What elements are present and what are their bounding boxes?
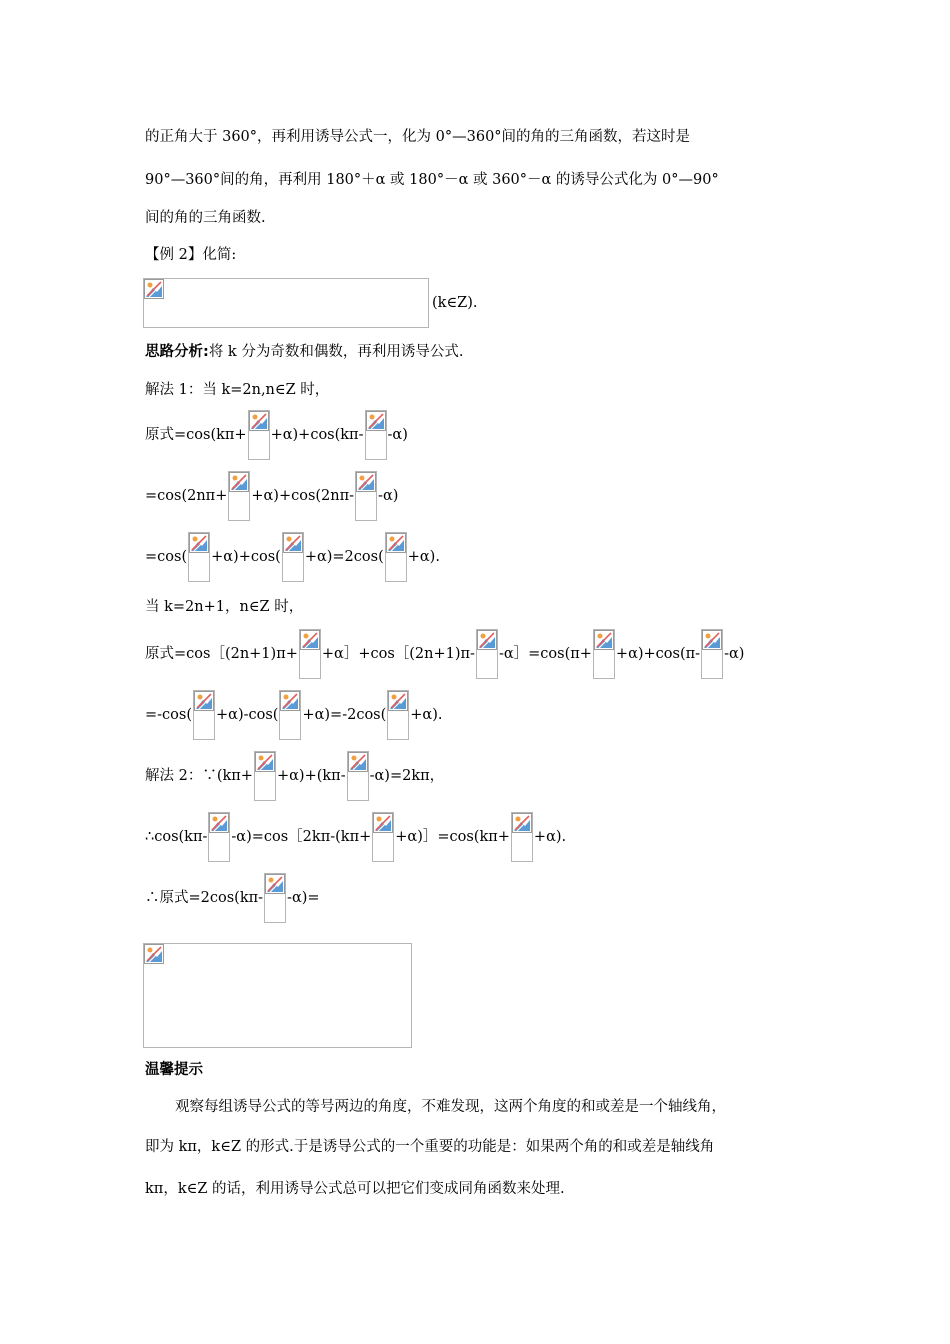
expr-text: +α］+cos［(2n+1)π-: [321, 646, 475, 662]
fraction-image: [387, 690, 409, 740]
broken-image-icon: [477, 630, 497, 650]
solution1-row-5: [145, 690, 443, 740]
example-suffix: (k∈Z).: [432, 295, 478, 311]
fraction-image: [228, 471, 250, 521]
fraction-image: [279, 690, 301, 740]
fraction-image: [476, 629, 498, 679]
broken-image-icon: [144, 279, 164, 299]
broken-image-icon: [189, 533, 209, 553]
broken-image-icon: [373, 813, 393, 833]
expr-text: +α)=-2cos(: [302, 707, 387, 723]
fraction-image: [347, 751, 369, 801]
broken-image-icon: [366, 411, 386, 431]
expr-text: =cos(2nπ+: [145, 488, 228, 504]
analysis-label: 思路分析:: [145, 344, 209, 360]
fraction-image: [355, 471, 377, 521]
expr-text: -α)=: [287, 890, 320, 906]
broken-image-icon: [209, 813, 229, 833]
fraction-image: [299, 629, 321, 679]
fraction-image: [208, 812, 230, 862]
expr-text: +α)+cos(2nπ-: [251, 488, 355, 504]
expr-text: 原式=cos(kπ+: [145, 427, 247, 443]
expr-text: +α)］=cos(kπ+: [395, 829, 510, 845]
intro-line-1: 的正角大于 360°，再利用诱导公式一，化为 0°—360°间的角的三角函数，若这时是: [145, 129, 691, 145]
broken-image-icon: [265, 874, 285, 894]
fraction-image: [193, 690, 215, 740]
solution1-row-4: [145, 629, 744, 679]
intro-line-3: 间的角的三角函数.: [145, 210, 266, 226]
tip-heading: 温馨提示: [145, 1062, 203, 1078]
solution2-row-2: [145, 812, 566, 862]
expr-text: 解法 2：∵(kπ+: [145, 768, 253, 784]
broken-image-icon: [144, 944, 164, 964]
broken-image-icon: [356, 472, 376, 492]
broken-image-icon: [348, 752, 368, 772]
expr-text: -α］=cos(π+: [498, 646, 592, 662]
fraction-image: [365, 410, 387, 460]
expr-text: +α).: [410, 707, 443, 723]
expression-image: [143, 278, 429, 328]
solution1-row-3: [145, 532, 440, 582]
solution2-row-3: [145, 873, 320, 923]
expr-text: -α): [387, 427, 408, 443]
expr-text: -α)=2kπ，: [369, 768, 445, 784]
expr-text: =cos(: [145, 549, 188, 565]
fraction-image: [593, 629, 615, 679]
fraction-image: [254, 751, 276, 801]
fraction-image: [372, 812, 394, 862]
expr-text: ∴cos(kπ-: [145, 829, 208, 845]
expr-text: +α)+(kπ-: [276, 768, 346, 784]
expr-text: +α).: [407, 549, 440, 565]
broken-image-icon: [512, 813, 532, 833]
fraction-image: [511, 812, 533, 862]
result-image: [143, 943, 412, 1048]
fraction-image: [385, 532, 407, 582]
broken-image-icon: [255, 752, 275, 772]
expr-text: +α)-cos(: [216, 707, 279, 723]
analysis-text: 将 k 分为奇数和偶数，再利用诱导公式.: [208, 344, 464, 360]
tip-line-2: 即为 kπ，k∈Z 的形式.于是诱导公式的一个重要的功能是：如果两个角的和或差是轴线角: [145, 1139, 715, 1155]
broken-image-icon: [388, 691, 408, 711]
expr-text: +α)=2cos(: [304, 549, 384, 565]
expr-text: +α)+cos(: [211, 549, 281, 565]
example-heading: 【例 2】化简:: [145, 247, 237, 263]
solution2-row-1: [145, 751, 444, 801]
expr-text: +α).: [533, 829, 567, 845]
expr-text: -α)=cos［2kπ-(kπ+: [231, 829, 372, 845]
tip-line-1: 观察每组诱导公式的等号两边的角度，不难发现，这两个角度的和或差是一个轴线角，: [175, 1099, 726, 1115]
fraction-image: [282, 532, 304, 582]
broken-image-icon: [280, 691, 300, 711]
solution1-row-1: [145, 410, 408, 460]
analysis: [145, 342, 463, 362]
solution1-row-2: [145, 471, 398, 521]
broken-image-icon: [229, 472, 249, 492]
expr-text: 原式=cos［(2n+1)π+: [145, 646, 298, 662]
broken-image-icon: [249, 411, 269, 431]
fraction-image: [188, 532, 210, 582]
broken-image-icon: [300, 630, 320, 650]
expr-text: -α): [724, 646, 745, 662]
expr-text: +α)+cos(π-: [615, 646, 701, 662]
broken-image-icon: [702, 630, 722, 650]
fraction-image: [248, 410, 270, 460]
solution1-case2: 当 k=2n+1，n∈Z 时，: [145, 599, 304, 615]
expr-text: -α): [378, 488, 399, 504]
broken-image-icon: [386, 533, 406, 553]
expr-text: ∴原式=2cos(kπ-: [145, 890, 264, 906]
broken-image-icon: [194, 691, 214, 711]
intro-line-2: 90°—360°间的角，再利用 180°＋α 或 180°－α 或 360°－α 的诱导公式化为 0°—90°: [145, 172, 719, 188]
broken-image-icon: [283, 533, 303, 553]
fraction-image: [701, 629, 723, 679]
tip-line-3: kπ，k∈Z 的话，利用诱导公式总可以把它们变成同角函数来处理.: [145, 1181, 565, 1197]
fraction-image: [264, 873, 286, 923]
expr-text: +α)+cos(kπ-: [270, 427, 364, 443]
solution1-case1: 解法 1：当 k=2n,n∈Z 时，: [145, 382, 330, 398]
expr-text: =-cos(: [145, 707, 192, 723]
broken-image-icon: [594, 630, 614, 650]
